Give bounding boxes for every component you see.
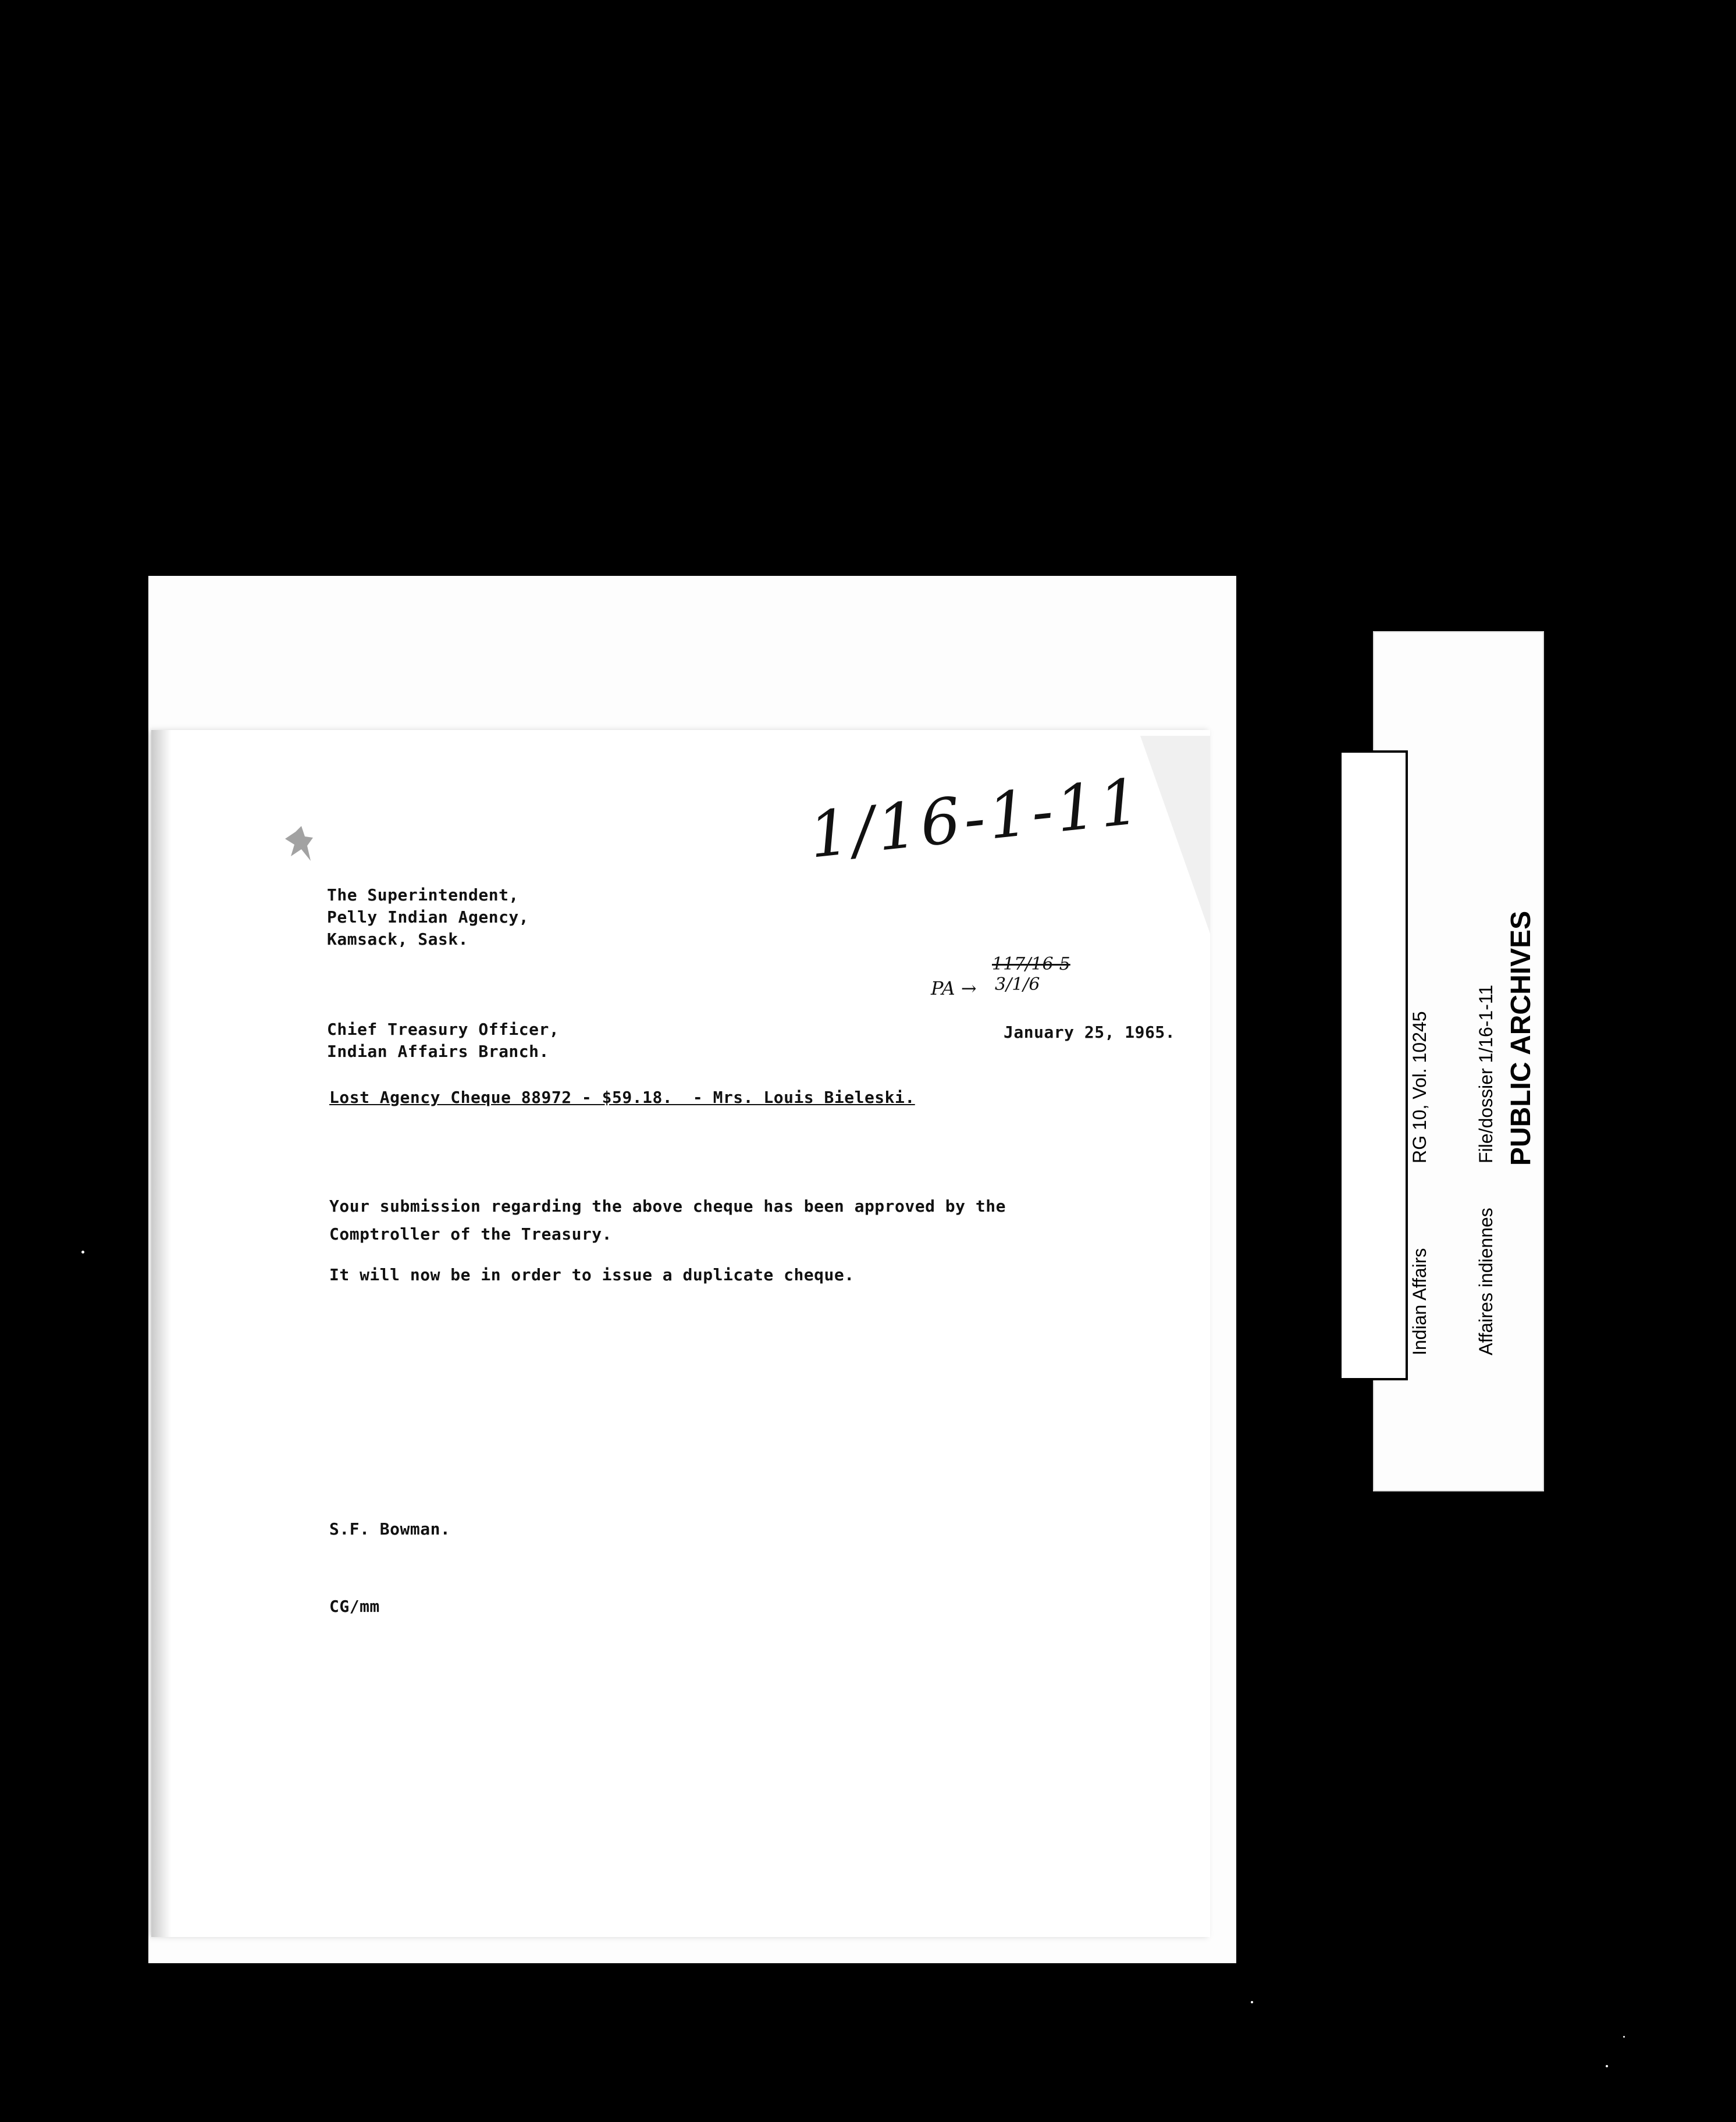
signature-name: S.F. Bowman. bbox=[329, 1519, 451, 1539]
body-paragraph-1-line-1: Your submission regarding the above cheque has been approved by the bbox=[329, 1197, 1006, 1216]
body-paragraph-1-line-2: Comptroller of the Treasury. bbox=[329, 1224, 613, 1244]
archive-name-fr: ARCHIVES PUBLIQUES bbox=[1596, 868, 1627, 1184]
addressee-line-1: The Superintendent, bbox=[327, 885, 519, 905]
new-reference-number: 3/1/6 bbox=[995, 974, 1040, 995]
archive-dept-en: Indian Affairs bbox=[1409, 1248, 1430, 1355]
sender-line-2: Indian Affairs Branch. bbox=[327, 1042, 549, 1061]
body-paragraph-2: It will now be in order to issue a duplicate cheque. bbox=[329, 1265, 855, 1284]
archive-label-department bbox=[1364, 1208, 1519, 1355]
reference-initials-text: PA bbox=[931, 977, 955, 999]
handwritten-file-number: 1/16-1-11 bbox=[806, 765, 1147, 873]
archive-dept-fr: Affaires indiennes bbox=[1475, 1208, 1496, 1355]
archive-country: CANADA bbox=[1687, 978, 1718, 1099]
old-reference-number: 117/16-5 bbox=[992, 954, 1070, 974]
memo-sheet bbox=[151, 730, 1210, 1937]
sender-line-1: Chief Treasury Officer, bbox=[327, 1020, 560, 1039]
archive-rg-volume: RG 10, Vol. 10245 bbox=[1409, 1011, 1430, 1163]
reference-initials bbox=[931, 977, 977, 999]
dust-speck bbox=[1251, 2001, 1253, 2003]
addressee-line-2: Pelly Indian Agency, bbox=[327, 907, 529, 927]
archive-name-en: PUBLIC ARCHIVES bbox=[1506, 910, 1536, 1166]
arrow-icon: → bbox=[961, 977, 977, 999]
archive-file: File/dossier 1/16-1-11 bbox=[1475, 984, 1496, 1163]
typist-initials: CG/mm bbox=[329, 1597, 380, 1616]
addressee-line-3: Kamsack, Sask. bbox=[327, 930, 469, 949]
archive-label-institution bbox=[1446, 868, 1736, 1184]
archive-part: Part/partie 1 bbox=[1542, 1062, 1563, 1163]
subject-line: Lost Agency Cheque 88972 - $59.18. - Mrs. Louis Bieleski. bbox=[329, 1088, 915, 1107]
memo-fold-shadow bbox=[1140, 736, 1210, 934]
dust-speck bbox=[1606, 2065, 1608, 2067]
dust-speck bbox=[1623, 2036, 1625, 2038]
dust-speck bbox=[81, 1251, 84, 1254]
letter-date: January 25, 1965. bbox=[1004, 1023, 1176, 1042]
ink-smudge bbox=[284, 820, 330, 867]
